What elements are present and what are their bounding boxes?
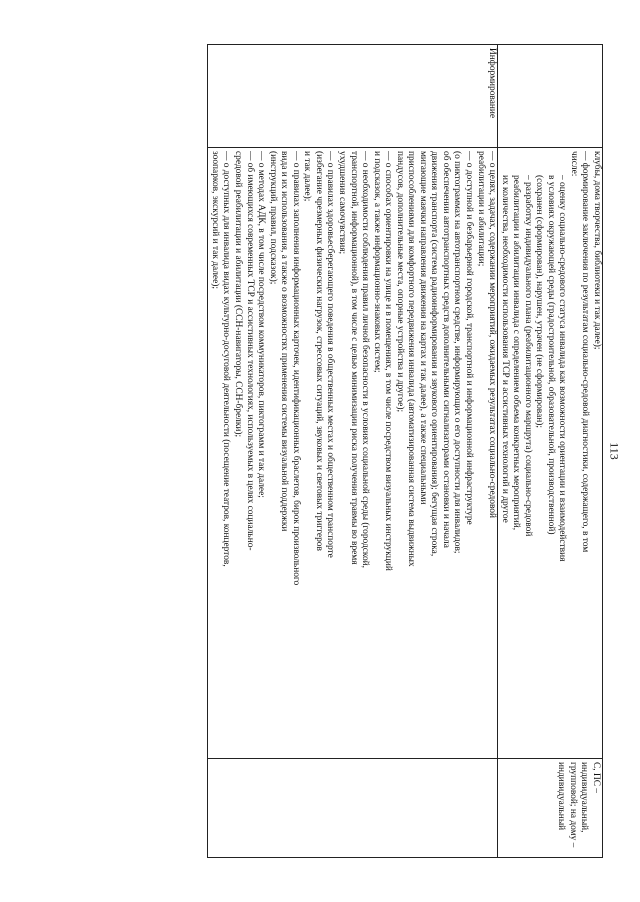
text-line: об обеспечении автотранспортных средств дополнительными сигнализаторами остановки и начала	[440, 151, 451, 548]
topic-cell-empty	[498, 45, 603, 148]
text-line: — о целях, задачах, содержании мероприятий, ожидаемых результатах социально-средовой	[487, 151, 498, 519]
text-line: (о пиктограммах на автотранспортном средстве, информирующих о его доступности для инвалидов;	[452, 151, 463, 554]
table-row-informing	[208, 45, 498, 858]
text-line: числе:	[568, 151, 579, 177]
rehabilitation-table	[207, 44, 603, 858]
form-cell-empty	[208, 759, 498, 858]
text-line: их количества, необходимости использования ТСР и ассистивных технологий и другое	[499, 175, 510, 523]
text-line: (инструкций, правил, подсказок);	[267, 151, 278, 285]
text-line: зоопарков, экскурсий и так далее);	[209, 151, 220, 289]
topic-label: Информирование	[487, 48, 498, 119]
text-line: в условиях окружающей среды (градостроительной, образовательной, производственной)	[545, 175, 556, 535]
text-line: транспортной, информационной), в том числе с целью минимизации риска получения травмы во время	[348, 151, 359, 565]
text-line: – оценку социально-средового статуса инвалида как возможности ориентации и взаимодействия	[557, 175, 568, 562]
text-line: — о правилах здоровьесберегающего поведения в общественных местах и общественном транспорте	[325, 151, 336, 558]
content-cell-diagnostics	[498, 148, 603, 759]
text-line: вида и их использования, а также о возможностях применения системы визуальной поддержки	[279, 151, 290, 532]
text-line: и подсказок, а также информационно-знаковых систем;	[371, 151, 382, 373]
form-of-service-text: С, ПС – индивидуальный, групповой; на дому – индивидуальный	[556, 762, 601, 848]
text-line: ухудшения самочувствия;	[336, 151, 347, 255]
text-line: — формирование заключения по результатам социально-средовой диагностики, содержащего, в том	[580, 151, 591, 553]
text-line: приспособлениями для комфортного передвижения инвалида (автоматизированная система выдвижных	[406, 151, 417, 567]
text-line: мигающие маячки направления движения на картах и так далее), а также специальными	[417, 151, 428, 505]
form-cell	[498, 759, 603, 858]
topic-cell	[208, 45, 498, 148]
text-line: движения транспорта (система радиоинформирования и звукового ориентирования); бегущая строка,	[429, 151, 440, 557]
text-line: — о правилах заполнения информационных карточек, идентификационных браслетов, бирок произвольного	[290, 151, 301, 586]
text-line: (избегание чрезмерных физических нагрузок, стрессовых ситуаций, звуковых и световых триггеров	[313, 151, 324, 551]
text-line: реабилитации и абилитации инвалида с определением объема конкретных мероприятий,	[511, 175, 522, 531]
text-line: реабилитации и абилитации;	[475, 151, 486, 267]
text-line: — о способах ориентировки на улице и в помещениях, в том числе посредством визуальных инструкций	[383, 151, 394, 571]
text-line: — об имеющихся современных ТСР и ассистивных технологиях, используемых в целях социально-	[244, 151, 255, 551]
text-line: клубы, дома творчества, библиотеки и так далее);	[592, 151, 602, 350]
text-line: — о методах АДК, в том числе посредством коммуникаторов, пиктограмм и так далее;	[256, 151, 267, 498]
text-line: — о доступных для инвалида видах культурно-досуговой деятельности (посещение театров, концертов,	[221, 151, 232, 567]
content-cell-informing	[208, 148, 498, 759]
text-line: — о необходимости соблюдения правил личной безопасности в условиях социальной среды (городской,	[360, 151, 371, 569]
text-line: пандусов, дополнительные места, опорные устройства и другое);	[394, 151, 405, 413]
text-line: – разработку индивидуального плана (реабилитационного маршрута) социально-средовой	[522, 175, 533, 537]
rotated-table-area	[43, 44, 603, 858]
page-number: 113	[607, 442, 622, 460]
text-line: средовой реабилитации и абилитации (ССН-навигаторы, ССН-брелки);	[233, 151, 244, 438]
text-line: и так далее);	[302, 151, 313, 202]
text-line: — о доступной и безбарьерной городской, транспортной и информационной инфраструктуре	[463, 151, 474, 525]
table-row-continuation	[498, 45, 603, 858]
text-line: (сохранен (сформирован), нарушен, утрачен (не сформирован);	[534, 175, 545, 429]
